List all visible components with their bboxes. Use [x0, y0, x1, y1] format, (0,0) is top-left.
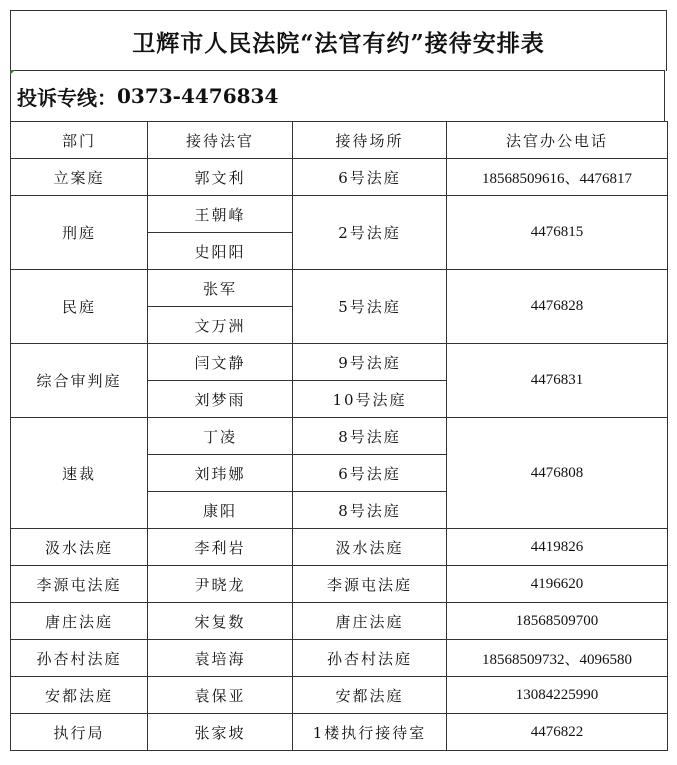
judge-cell: 宋复数: [148, 603, 293, 640]
reception-schedule-sheet: [10, 10, 667, 757]
venue-cell: 8号法庭: [293, 492, 447, 529]
venue-cell: 6号法庭: [293, 455, 447, 492]
phone-cell: 18568509700: [447, 603, 668, 640]
venue-cell: 5号法庭: [293, 270, 447, 344]
venue-cell: 10号法庭: [293, 381, 447, 418]
dept-cell: 唐庄法庭: [11, 603, 148, 640]
judge-cell: 康阳: [148, 492, 293, 529]
judge-cell: 袁培海: [148, 640, 293, 677]
dept-cell: 李源屯法庭: [11, 566, 148, 603]
header-dept: 部门: [11, 122, 148, 159]
schedule-table: [10, 121, 668, 751]
phone-cell: 4196620: [447, 566, 668, 603]
phone-cell: 4476831: [447, 344, 668, 418]
table-row: [11, 566, 668, 603]
header-venue: 接待场所: [293, 122, 447, 159]
dept-cell: 执行局: [11, 714, 148, 751]
venue-cell: 李源屯法庭: [293, 566, 447, 603]
venue-cell: 孙杏村法庭: [293, 640, 447, 677]
venue-cell: 1楼执行接待室: [293, 714, 447, 751]
table-row: [11, 529, 668, 566]
judge-cell: 王朝峰: [148, 196, 293, 233]
phone-cell: 13084225990: [447, 677, 668, 714]
table-row: [11, 603, 668, 640]
dept-cell: 民庭: [11, 270, 148, 344]
table-row: [11, 270, 668, 307]
phone-cell: 4476828: [447, 270, 668, 344]
dept-cell: 立案庭: [11, 159, 148, 196]
header-phone: 法官办公电话: [447, 122, 668, 159]
judge-cell: 李利岩: [148, 529, 293, 566]
dept-cell: 刑庭: [11, 196, 148, 270]
dept-cell: 汲水法庭: [11, 529, 148, 566]
venue-cell: 9号法庭: [293, 344, 447, 381]
phone-cell: 4476822: [447, 714, 668, 751]
judge-cell: 刘玮娜: [148, 455, 293, 492]
judge-cell: 史阳阳: [148, 233, 293, 270]
venue-cell: 8号法庭: [293, 418, 447, 455]
phone-cell: 18568509732、4096580: [447, 640, 668, 677]
table-row: [11, 640, 668, 677]
table-row: [11, 159, 668, 196]
judge-cell: 张军: [148, 270, 293, 307]
judge-cell: 刘梦雨: [148, 381, 293, 418]
table-row: [11, 196, 668, 233]
judge-cell: 闫文静: [148, 344, 293, 381]
dept-cell: 速裁: [11, 418, 148, 529]
dept-cell: 孙杏村法庭: [11, 640, 148, 677]
hotline-label: 投诉专线：: [17, 85, 117, 110]
judge-cell: 文万洲: [148, 307, 293, 344]
hotline-number: 0373-4476834: [117, 84, 279, 108]
phone-cell: 4476808: [447, 418, 668, 529]
cell-comment-marker-icon: [10, 70, 15, 75]
table-row: [11, 344, 668, 381]
venue-cell: 汲水法庭: [293, 529, 447, 566]
dept-cell: 安都法庭: [11, 677, 148, 714]
page-title: 卫辉市人民法院“法官有约”接待安排表: [10, 10, 667, 71]
venue-cell: 2号法庭: [293, 196, 447, 270]
table-header-row: [11, 122, 668, 159]
complaint-hotline: [10, 70, 665, 121]
dept-cell: 综合审判庭: [11, 344, 148, 418]
judge-cell: 尹晓龙: [148, 566, 293, 603]
table-row: [11, 714, 668, 751]
phone-cell: 18568509616、4476817: [447, 159, 668, 196]
judge-cell: 郭文利: [148, 159, 293, 196]
phone-cell: 4476815: [447, 196, 668, 270]
venue-cell: 唐庄法庭: [293, 603, 447, 640]
table-row: [11, 418, 668, 455]
phone-cell: 4419826: [447, 529, 668, 566]
venue-cell: 6号法庭: [293, 159, 447, 196]
judge-cell: 丁凌: [148, 418, 293, 455]
venue-cell: 安都法庭: [293, 677, 447, 714]
header-judge: 接待法官: [148, 122, 293, 159]
judge-cell: 张家坡: [148, 714, 293, 751]
judge-cell: 袁保亚: [148, 677, 293, 714]
table-row: [11, 677, 668, 714]
